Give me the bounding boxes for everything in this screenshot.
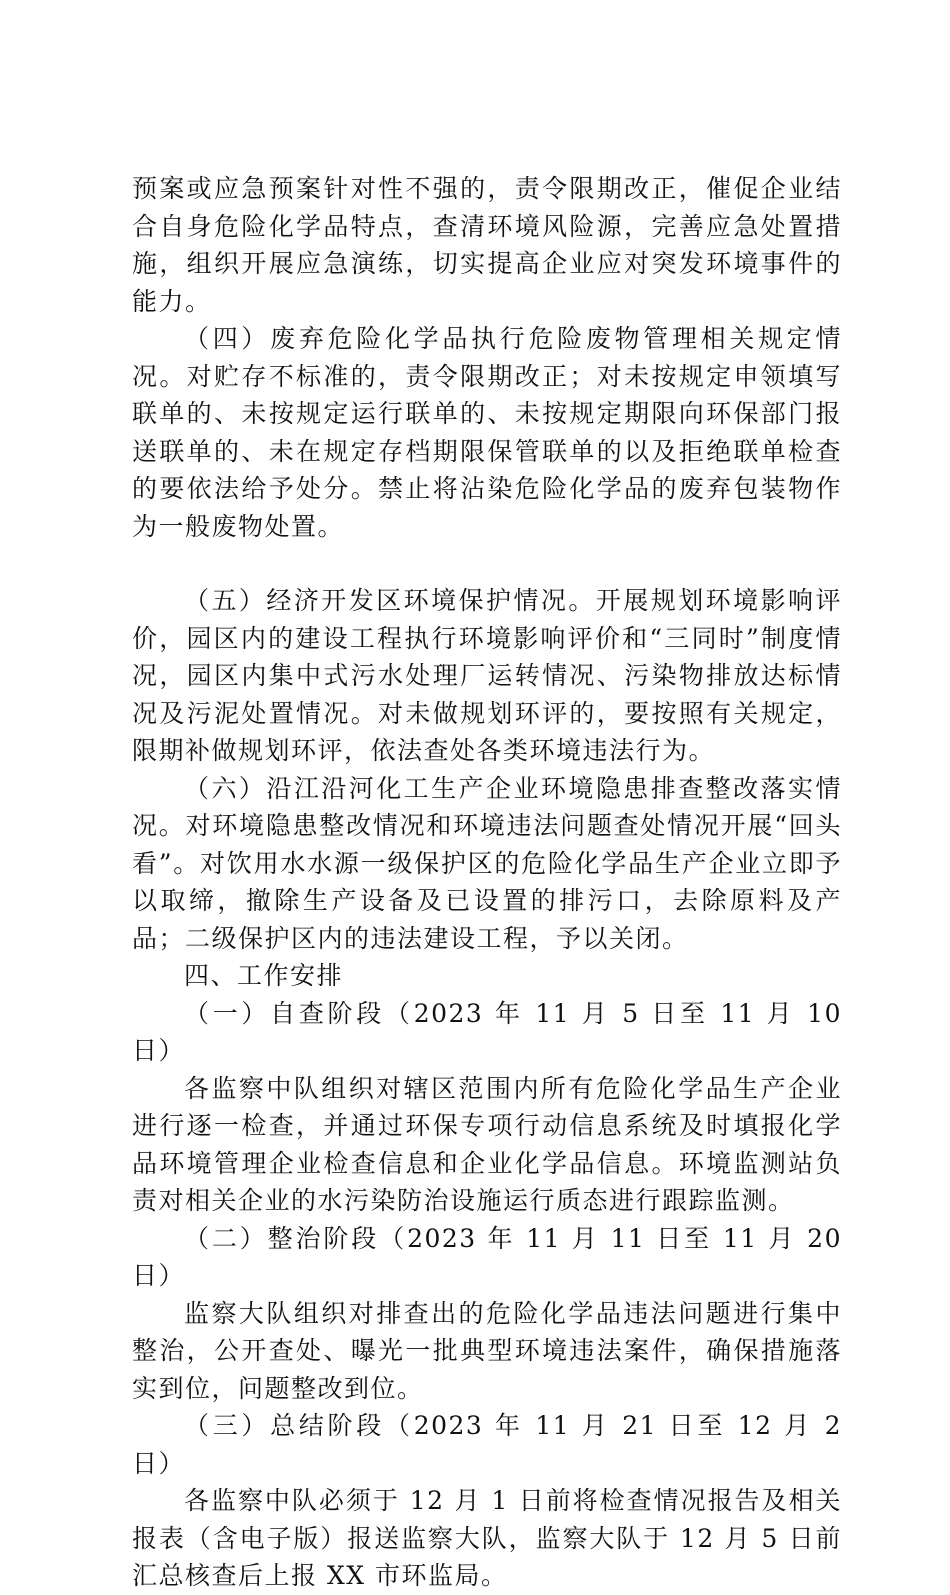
paragraph-rectification: 监察大队组织对排查出的危险化学品违法问题进行集中整治，公开查处、曝光一批典型环境违法案件，确保措施落实到位，问题整改到位。: [132, 1298, 842, 1403]
document-body: [132, 170, 842, 1595]
heading-self-inspection-stage: （一）自查阶段（2023 年 11 月 5 日至 11 月 10 日）: [132, 998, 842, 1065]
paragraph-emergency-plan: 预案或应急预案针对性不强的，责令限期改正，催促企业结合自身危险化学品特点，查清环境风险源，完善应急处置措施，组织开展应急演练，切实提高企业应对突发环境事件的能力。: [132, 174, 842, 316]
heading-summary-stage: （三）总结阶段（2023 年 11 月 21 日至 12 月 2 日）: [132, 1411, 842, 1478]
paragraph-section-5-dev-zone: （五）经济开发区环境保护情况。开展规划环境影响评价，园区内的建设工程执行环境影响评价和“三同时”制度情况，园区内集中式污水处理厂运转情况、污染物排放达标情况及污泥处置情况。对未做规划环评的，要按照有关规定，限期补做规划环评，依法查处各类环境违法行为。: [132, 586, 842, 765]
heading-rectification-stage: （二）整治阶段（2023 年 11 月 11 日至 11 月 20 日）: [132, 1223, 842, 1290]
paragraph-section-6-riverside: （六）沿江沿河化工生产企业环境隐患排查整改落实情况。对环境隐患整改情况和环境违法问题查处情况开展“回头看”。对饮用水水源一级保护区的危险化学品生产企业立即予以取缔，撤除生产设备及已设置的排污口，去除原料及产品；二级保护区内的违法建设工程，予以关闭。: [132, 773, 842, 953]
heading-work-arrangement: 四、工作安排: [184, 961, 344, 990]
paragraph-self-inspection: 各监察中队组织对辖区范围内所有危险化学品生产企业进行逐一检查，并通过环保专项行动信息系统及时填报化学品环境管理企业检查信息和企业化学品信息。环境监测站负责对相关企业的水污染防治设施运行质态进行跟踪监测。: [132, 1073, 842, 1215]
paragraph-section-4-waste: （四）废弃危险化学品执行危险废物管理相关规定情况。对贮存不标准的，责令限期改正；对未按规定申领填写联单的、未按规定运行联单的、未按规定期限向环保部门报送联单的、未在规定存档期限保管联单的以及拒绝联单检查的要依法给予处分。禁止将沾染危险化学品的废弃包装物作为一般废物处置。: [132, 324, 842, 541]
paragraph-summary: 各监察中队必须于 12 月 1 日前将检查情况报告及相关报表（含电子版）报送监察大队，监察大队于 12 月 5 日前汇总核查后上报 XX 市环监局。: [132, 1486, 842, 1590]
